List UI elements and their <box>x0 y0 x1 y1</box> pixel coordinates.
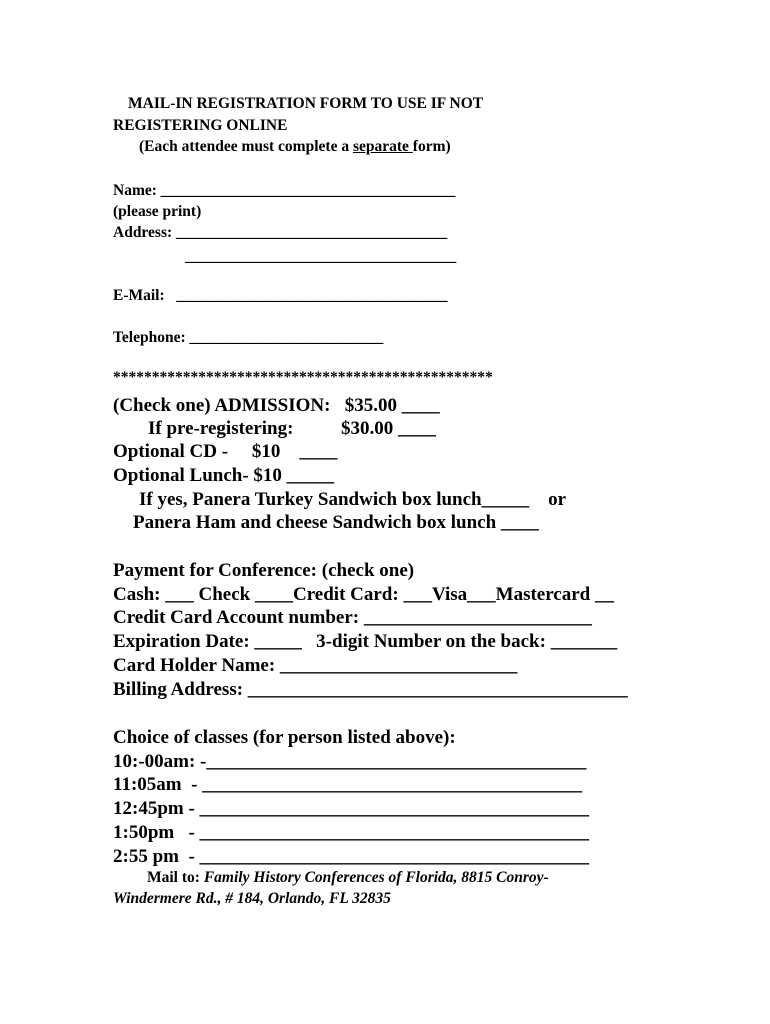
ham-lunch-option[interactable]: Panera Ham and cheese Sandwich box lunch ____ <box>133 512 539 533</box>
class-slot-1105[interactable]: 11:05am - ________________________________________ <box>113 774 583 795</box>
mail-to-line1 <box>147 870 549 886</box>
card-holder-field[interactable]: Card Holder Name: _________________________ <box>113 655 518 676</box>
address-field-line2[interactable]: ___________________________________ <box>185 248 457 265</box>
classes-heading: Choice of classes (for person listed above): <box>113 727 456 748</box>
billing-address-field[interactable]: Billing Address: ________________________________________ <box>113 679 628 700</box>
name-field[interactable]: Name: ______________________________________ <box>113 182 456 199</box>
subtitle-pre: (Each attendee must complete a <box>139 138 353 155</box>
mail-address-line2: Windermere Rd., # 184, Orlando, FL 32835 <box>113 890 391 907</box>
divider: ************************************************* <box>113 369 493 386</box>
mail-to-label: Mail to: <box>147 869 204 886</box>
optional-cd-line[interactable]: Optional CD - $10 ____ <box>113 441 338 462</box>
mail-address-line1: Family History Conferences of Florida, 8815 Conroy- <box>203 869 549 886</box>
card-account-field[interactable]: Credit Card Account number: ________________________ <box>113 607 592 628</box>
telephone-field[interactable]: Telephone: _________________________ <box>113 329 384 346</box>
class-slot-1245[interactable]: 12:45pm - _________________________________________ <box>113 798 590 819</box>
form-title-line2: REGISTERING ONLINE <box>113 117 288 134</box>
payment-methods[interactable]: Cash: ___ Check ____Credit Card: ___Visa___Mastercard __ <box>113 584 614 605</box>
class-slot-255[interactable]: 2:55 pm - _________________________________________ <box>113 846 590 867</box>
admission-line[interactable]: (Check one) ADMISSION: $35.00 ____ <box>113 395 440 416</box>
preregister-line[interactable]: If pre-registering: $30.00 ____ <box>148 418 436 439</box>
address-field[interactable]: Address: ___________________________________ <box>113 224 448 241</box>
form-subtitle <box>139 139 451 155</box>
please-print-note: (please print) <box>113 203 202 220</box>
expiration-field[interactable]: Expiration Date: _____ 3-digit Number on the back: _______ <box>113 631 618 652</box>
email-field[interactable]: E-Mail: ___________________________________ <box>113 287 448 304</box>
class-slot-1000[interactable]: 10:-00am: -________________________________________ <box>113 751 587 772</box>
form-title-line1: MAIL-IN REGISTRATION FORM TO USE IF NOT <box>128 95 484 112</box>
subtitle-post: form) <box>412 138 451 155</box>
subtitle-underlined: separate <box>352 138 413 155</box>
optional-lunch-line[interactable]: Optional Lunch- $10 _____ <box>113 465 335 486</box>
class-slot-150[interactable]: 1:50pm - _________________________________________ <box>113 822 590 843</box>
turkey-lunch-option[interactable]: If yes, Panera Turkey Sandwich box lunch_____ or <box>139 489 567 510</box>
payment-heading: Payment for Conference: (check one) <box>113 560 415 581</box>
